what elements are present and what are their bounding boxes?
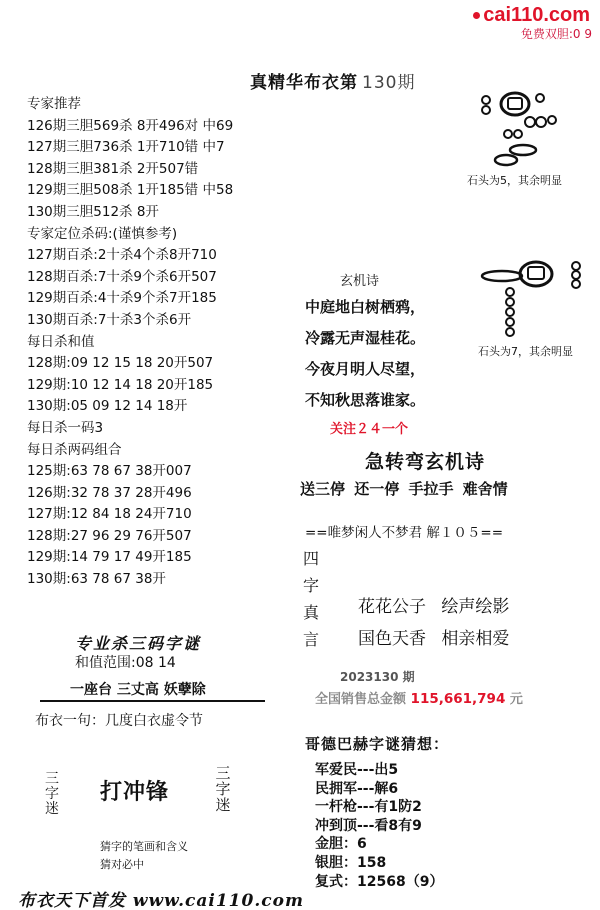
line-item: 130期:63 78 67 38开 [27, 571, 166, 588]
line-item: 129期百杀:4十杀9个杀7开185 [27, 290, 217, 307]
line-sum-title: 每日杀和值 [27, 333, 95, 350]
stone-puzzle-2-icon [480, 258, 590, 340]
godel-line: 一杆枪---有1防2 [315, 799, 422, 816]
godel-lines [315, 761, 443, 891]
side-label-left: 三字迷 [45, 771, 59, 817]
poem-line: 中庭地白树栖鸦， [305, 298, 426, 316]
line-position-title: 专家定位杀码:(谨慎参考) [27, 225, 178, 242]
line-item: 129期:14 79 17 49开185 [27, 549, 192, 566]
poem-line: 今夜月明人尽望， [305, 360, 426, 378]
stone-caption-1: 石头为5，其余明显 [467, 174, 562, 187]
sales-label: 全国销售总金额 [315, 692, 407, 707]
line-item: 128期百杀:7十杀9个杀6开507 [27, 268, 217, 285]
poem-line: 冷露无声湿桂花。 [305, 329, 426, 347]
line-item: 125期:63 78 67 38开007 [27, 463, 192, 480]
riddle-hint-2: 猜对必中 [100, 858, 144, 871]
sales-unit: 元 [509, 692, 523, 707]
stone-caption-2: 石头为7，其余明显 [478, 345, 573, 358]
sales-amount: 115,661,794 [410, 691, 506, 707]
godel-line: 民拥军---解6 [315, 780, 399, 797]
dream-line: ==唯梦闲人不梦君 解１０５== [305, 525, 504, 541]
line-item: 129期三胆508杀 1开185错 中58 [27, 182, 234, 199]
free-pick: 免费双胆:0 9 [520, 27, 592, 41]
big-riddle: 打冲锋 [100, 780, 170, 805]
brain-teaser-title: 急转弯玄机诗 [365, 451, 486, 473]
line-item: 129期:10 12 14 18 20开185 [27, 376, 214, 393]
page-title [250, 68, 415, 93]
left-lines [27, 94, 233, 591]
issue-number: 130期 [362, 73, 416, 93]
footer-banner: 布衣天下首发 www.cai110.com [18, 891, 304, 910]
stone-puzzle-1-icon [478, 90, 558, 170]
godel-title: 哥德巴赫字谜猜想： [305, 735, 450, 753]
sales-period: 2023130 期 [340, 670, 415, 684]
one-sentence: 布衣一句：几度白衣虚令节 [35, 713, 203, 729]
line-item: 128期三胆381杀 2开507错 [27, 160, 199, 177]
line-expert-title: 专家推荐 [27, 96, 81, 112]
sales-total [315, 688, 523, 707]
riddle-hint: 猜字的笔画和含义 [100, 840, 188, 853]
line-item: 126期:32 78 37 28开496 [27, 484, 192, 501]
brain-teaser-line: 送三停 还一停 手拉手 难舍情 [300, 480, 508, 498]
godel-line: 银胆：158 [315, 854, 387, 871]
idiom-row-2: 国色天香 相亲相爱 [358, 629, 510, 649]
godel-line: 军爱民---出5 [315, 762, 399, 778]
line-item: 127期三胆736杀 1开710错 中7 [27, 139, 225, 156]
logo-dot-icon [473, 12, 480, 19]
line-item: 130期百杀:7十杀3个杀6开 [27, 311, 192, 328]
zodiac-riddle: 一座台 三丈高 妖孽除 [70, 682, 206, 698]
line-kill-one: 每日杀一码3 [27, 419, 104, 436]
godel-line: 冲到顶---看8有9 [315, 817, 422, 834]
poem [305, 292, 425, 416]
page-title-text: 真精华布衣第 [250, 73, 358, 93]
poem-title: 玄机诗 [340, 274, 380, 289]
line-item: 126期三胆569杀 8开496对 中69 [27, 117, 234, 134]
side-label-right: 三字迷 [215, 764, 231, 814]
idiom-row-1: 花花公子 绘声绘影 [358, 597, 510, 617]
line-item: 128期:09 12 15 18 20开507 [27, 355, 214, 372]
line-item: 130期:05 09 12 14 18开 [27, 398, 188, 415]
line-kill-two-title: 每日杀两码组合 [27, 441, 122, 458]
riddle-title: 专业杀三码字谜 [75, 634, 202, 653]
site-logo-text: cai110.com [483, 4, 590, 26]
poem-line: 不知秋思落谁家。 [305, 391, 426, 409]
godel-line: 金胆：6 [315, 836, 367, 853]
line-item: 127期百杀:2十杀4个杀8开710 [27, 247, 217, 264]
line-item: 130期三胆512杀 8开 [27, 203, 159, 220]
four-char-label: 四字真言 [303, 549, 320, 649]
line-item: 128期:27 96 29 76开507 [27, 527, 192, 544]
sum-range: 和值范围:08 14 [75, 655, 176, 671]
site-logo[interactable] [473, 4, 590, 27]
zodiac-divider [40, 700, 265, 702]
godel-line: 复式：12568（9） [315, 873, 444, 890]
line-item: 127期:12 84 18 24开710 [27, 506, 192, 523]
follow-note: 关注２４一个 [330, 422, 409, 437]
